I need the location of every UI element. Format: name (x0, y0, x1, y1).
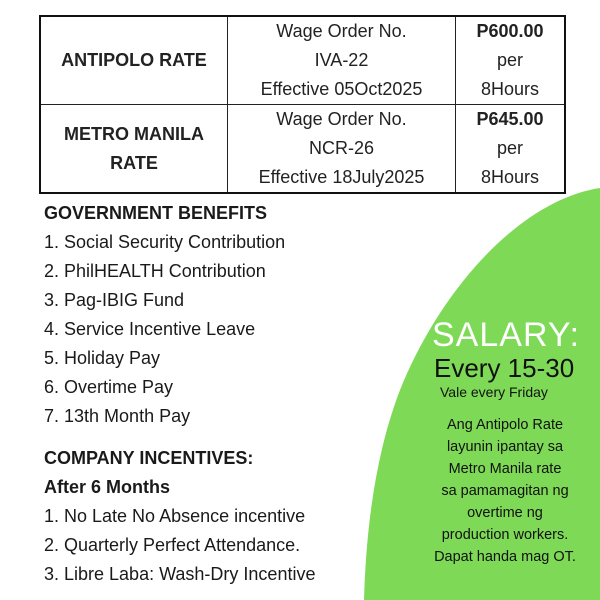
hours: 8Hours (480, 167, 540, 187)
government-benefits (44, 199, 285, 431)
salary-note (410, 414, 600, 568)
section-subtitle: After 6 Months (44, 477, 170, 497)
salary-schedule: Every 15-30 (434, 353, 575, 383)
section-title: GOVERNMENT BENEFITS (44, 203, 268, 223)
rate-name-line: ANTIPOLO RATE (61, 50, 207, 70)
rate-name-line: RATE (110, 152, 158, 173)
note-line: sa pamamagitan ng (441, 483, 569, 499)
list-item: 1. Social Security Contribution (44, 232, 286, 252)
rate-name (40, 16, 228, 105)
company-incentives (44, 444, 315, 589)
list-item: 6. Overtime Pay (44, 377, 174, 397)
note-line: Metro Manila rate (448, 461, 562, 477)
rate-name (40, 105, 228, 194)
wage-order (228, 16, 456, 105)
note-line: Ang Antipolo Rate (446, 417, 564, 433)
wage-order-line: Effective 18July2025 (258, 167, 425, 187)
rate-amount (456, 16, 566, 105)
wage-order (228, 105, 456, 194)
note-line: production workers. (441, 527, 569, 543)
amount: P645.00 (476, 109, 544, 129)
list-item: 3. Libre Laba: Wash-Dry Incentive (44, 564, 316, 584)
list-item: 4. Service Incentive Leave (44, 319, 256, 339)
list-item: 2. PhilHEALTH Contribution (44, 261, 266, 281)
note-line: overtime ng (467, 505, 543, 521)
hours: 8Hours (480, 79, 540, 99)
table-row (40, 16, 565, 105)
wage-order-line: Wage Order No. (276, 109, 407, 129)
wage-order-line: NCR-26 (308, 138, 374, 158)
rate-amount (456, 105, 566, 194)
per: per (496, 50, 523, 70)
list-item: 2. Quarterly Perfect Attendance. (44, 535, 301, 555)
wage-rate-table (39, 15, 566, 194)
wage-order-line: Wage Order No. (276, 21, 407, 41)
note-line: layunin ipantay sa (446, 439, 564, 455)
section-title: COMPANY INCENTIVES: (44, 448, 254, 468)
list-item: 5. Holiday Pay (44, 348, 161, 368)
rate-name-line: METRO MANILA (64, 123, 204, 144)
list-item: 3. Pag-IBIG Fund (44, 290, 185, 310)
salary-title: SALARY: (432, 316, 581, 354)
per: per (496, 138, 523, 158)
wage-order-line: Effective 05Oct2025 (260, 79, 423, 99)
list-item: 7. 13th Month Pay (44, 406, 191, 426)
table-row (40, 105, 565, 194)
vale-schedule: Vale every Friday (440, 384, 548, 400)
wage-order-line: IVA-22 (314, 50, 369, 70)
amount: P600.00 (476, 21, 544, 41)
note-line: Dapat handa mag OT. (434, 549, 576, 565)
list-item: 1. No Late No Absence incentive (44, 506, 306, 526)
